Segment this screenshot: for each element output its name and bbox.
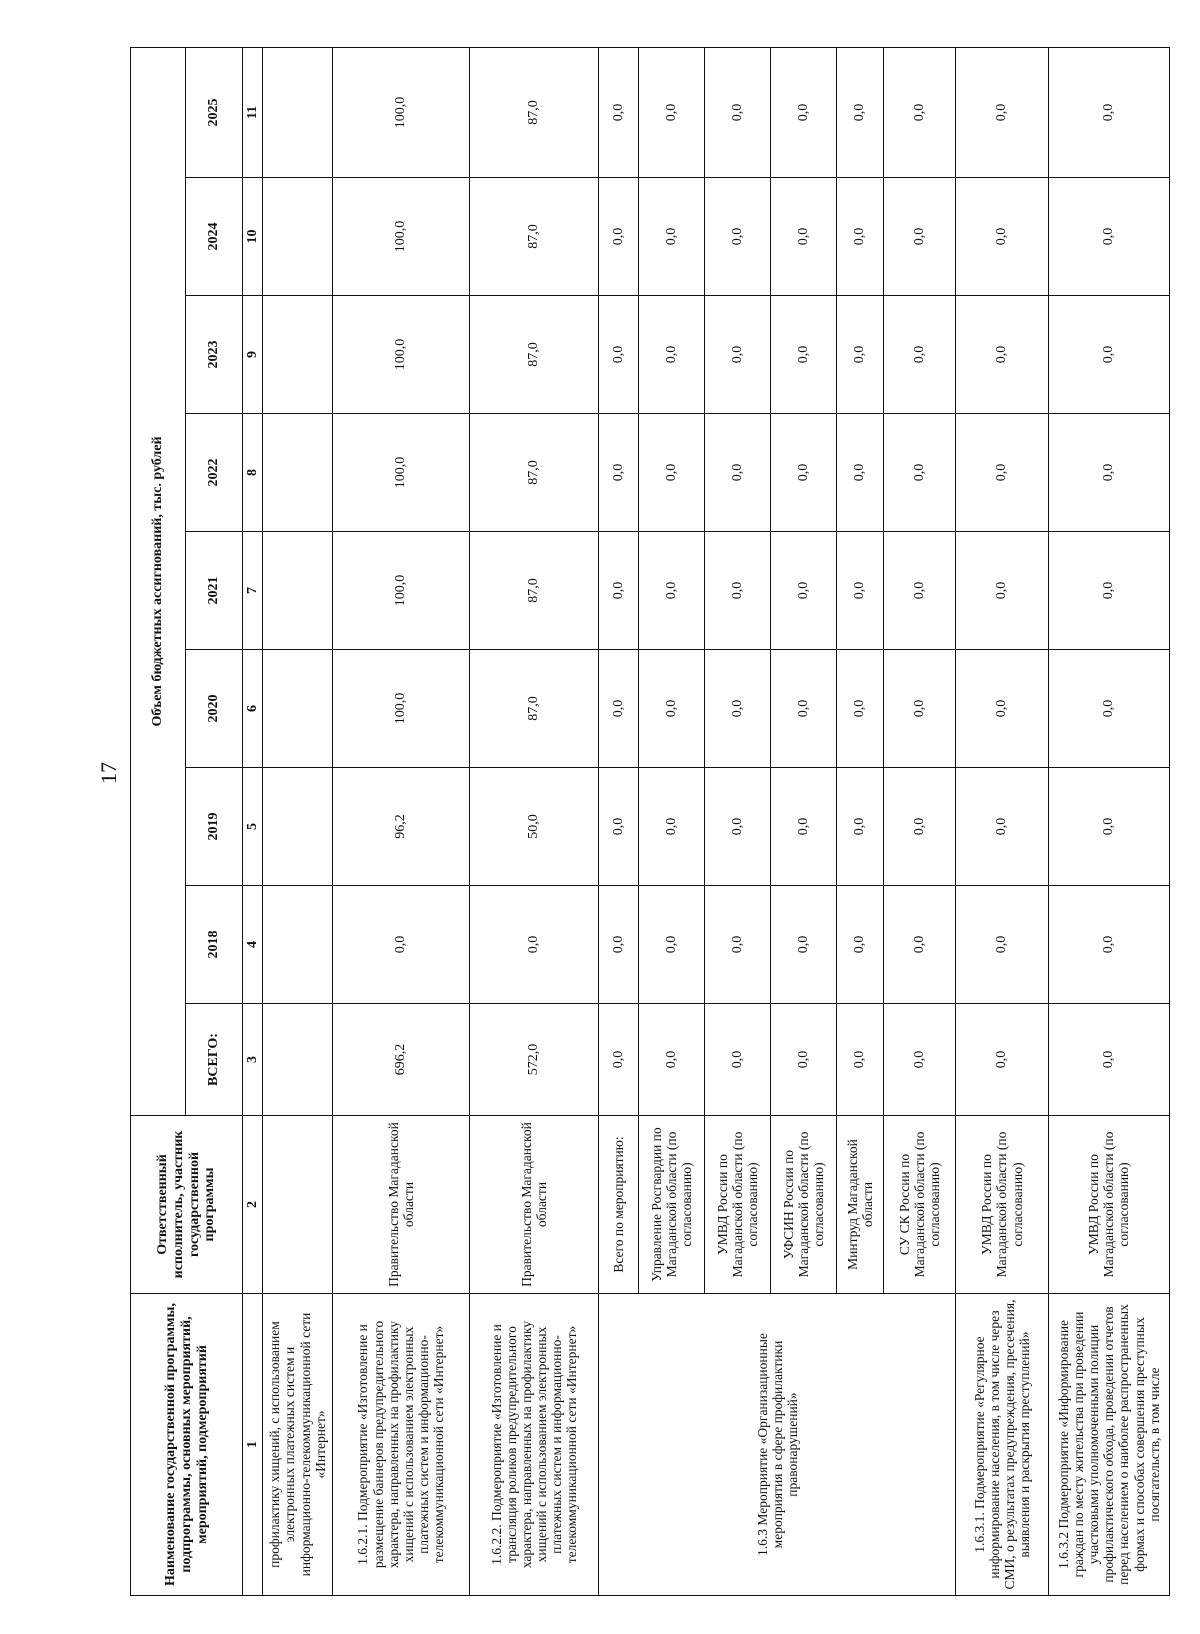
value-2023 <box>263 296 333 414</box>
value-2022: 0,0 <box>705 414 771 532</box>
row-executor <box>263 1116 333 1294</box>
header-year: 2020 <box>186 650 243 768</box>
value-2019: 50,0 <box>469 768 599 886</box>
value-2018: 0,0 <box>883 886 956 1004</box>
value-2023: 0,0 <box>1048 296 1169 414</box>
column-index: 8 <box>243 414 263 532</box>
value-2022: 0,0 <box>639 414 705 532</box>
column-index: 5 <box>243 768 263 886</box>
value-2025: 0,0 <box>837 47 883 177</box>
value-2021: 0,0 <box>1048 532 1169 650</box>
column-index: 10 <box>243 178 263 296</box>
value-2018: 0,0 <box>599 886 639 1004</box>
value-2023: 100,0 <box>333 296 470 414</box>
column-index: 7 <box>243 532 263 650</box>
value-total: 0,0 <box>883 1004 956 1116</box>
row-name: 1.6.3.2 Подмероприятие «Информирование граждан по месту жительства при проведении участковыми уполномоченными полиции профилактического обхода, проведении отчетов перед населением о наиболее распространенных формах и способах совершения преступных посягательств, в том числе <box>1048 1294 1169 1596</box>
value-2024: 100,0 <box>333 178 470 296</box>
value-2023: 0,0 <box>956 296 1049 414</box>
row-executor: Минтруд Магаданской области <box>837 1116 883 1294</box>
value-2018: 0,0 <box>705 886 771 1004</box>
value-2018: 0,0 <box>837 886 883 1004</box>
value-2019: 0,0 <box>705 768 771 886</box>
value-2022: 0,0 <box>599 414 639 532</box>
table-row <box>263 47 333 1595</box>
row-name: 1.6.3 Мероприятие «Организационные мероприятия в сфере профилактики правонарушений» <box>599 1294 956 1596</box>
value-2025 <box>263 47 333 177</box>
row-name: 1.6.2.2. Подмероприятие «Изготовление и трансляция роликов предупредительного характера, направленных на профилактику хищений с использованием электронных платежных систем и информационно-телекоммуникационной сети «Интернет» <box>469 1294 599 1596</box>
row-executor: Правительство Магаданской области <box>333 1116 470 1294</box>
value-2019: 0,0 <box>837 768 883 886</box>
value-2024: 0,0 <box>599 178 639 296</box>
row-executor: УМВД России по Магаданской области (по согласованию) <box>1048 1116 1169 1294</box>
header-total: ВСЕГО: <box>186 1004 243 1116</box>
value-2020: 0,0 <box>771 650 837 768</box>
row-name: 1.6.3.1. Подмероприятие «Регулярное информирование населения, в том числе через СМИ, о результатах предупреждения, пресечения, выявления и раскрытия преступлений» <box>956 1294 1049 1596</box>
value-2023: 0,0 <box>599 296 639 414</box>
value-2022 <box>263 414 333 532</box>
value-2020: 0,0 <box>837 650 883 768</box>
value-2021: 0,0 <box>599 532 639 650</box>
table-row <box>956 47 1049 1595</box>
value-2018: 0,0 <box>639 886 705 1004</box>
value-2024: 0,0 <box>1048 178 1169 296</box>
row-name: профилактику хищений, с использованием электронных платежных систем и информационно-телекоммуникационной сети «Интернет» <box>263 1294 333 1596</box>
value-2024: 87,0 <box>469 178 599 296</box>
header-year: 2024 <box>186 178 243 296</box>
value-2024 <box>263 178 333 296</box>
row-name: 1.6.2.1. Подмероприятие «Изготовление и размещение баннеров предупредительного характера, направленных на профилактику хищений с использованием электронных платежных систем и информационно-телекоммуникационной сети «Интернет» <box>333 1294 470 1596</box>
value-2019: 0,0 <box>771 768 837 886</box>
value-2021: 0,0 <box>837 532 883 650</box>
value-2018 <box>263 886 333 1004</box>
value-2022: 100,0 <box>333 414 470 532</box>
value-2021: 0,0 <box>883 532 956 650</box>
value-2023: 0,0 <box>639 296 705 414</box>
header-year: 2022 <box>186 414 243 532</box>
budget-table <box>130 47 1170 1596</box>
value-2024: 0,0 <box>771 178 837 296</box>
value-2019: 0,0 <box>883 768 956 886</box>
value-2024: 0,0 <box>883 178 956 296</box>
row-executor: Управление Росгвардии по Магаданской области (по согласованию) <box>639 1116 705 1294</box>
value-2018: 0,0 <box>1048 886 1169 1004</box>
value-total: 696,2 <box>333 1004 470 1116</box>
header-year: 2021 <box>186 532 243 650</box>
page-number: 17 <box>96 762 121 784</box>
row-executor: УМВД России по Магаданской области (по согласованию) <box>956 1116 1049 1294</box>
value-2021: 0,0 <box>771 532 837 650</box>
value-2021 <box>263 532 333 650</box>
value-2022: 0,0 <box>837 414 883 532</box>
value-2019: 0,0 <box>639 768 705 886</box>
value-2021: 87,0 <box>469 532 599 650</box>
value-2022: 0,0 <box>1048 414 1169 532</box>
value-total <box>263 1004 333 1116</box>
row-executor: СУ СК России по Магаданской области (по согласованию) <box>883 1116 956 1294</box>
value-2023: 0,0 <box>883 296 956 414</box>
row-executor: Всего по мероприятию: <box>599 1116 639 1294</box>
value-2023: 0,0 <box>705 296 771 414</box>
value-2020: 0,0 <box>599 650 639 768</box>
value-2019: 0,0 <box>956 768 1049 886</box>
value-2022: 0,0 <box>883 414 956 532</box>
value-2024: 0,0 <box>837 178 883 296</box>
value-2024: 0,0 <box>705 178 771 296</box>
value-2024: 0,0 <box>639 178 705 296</box>
value-2024: 0,0 <box>956 178 1049 296</box>
row-executor: УФСИН России по Магаданской области (по согласованию) <box>771 1116 837 1294</box>
value-total: 0,0 <box>771 1004 837 1116</box>
value-2023: 0,0 <box>771 296 837 414</box>
row-executor: УМВД России по Магаданской области (по согласованию) <box>705 1116 771 1294</box>
value-2025: 0,0 <box>956 47 1049 177</box>
header-year: 2019 <box>186 768 243 886</box>
column-index: 6 <box>243 650 263 768</box>
table-row <box>1048 47 1169 1595</box>
header-name: Наименование государственной программы, подпрограммы, основных мероприятий, мероприятий, подмероприятий <box>131 1294 243 1596</box>
value-2022: 87,0 <box>469 414 599 532</box>
header-year: 2023 <box>186 296 243 414</box>
value-2020: 87,0 <box>469 650 599 768</box>
column-index: 2 <box>243 1116 263 1294</box>
value-2018: 0,0 <box>771 886 837 1004</box>
value-total: 0,0 <box>599 1004 639 1116</box>
column-index-row <box>243 47 263 1595</box>
value-2025: 0,0 <box>599 47 639 177</box>
value-2025: 0,0 <box>1048 47 1169 177</box>
value-total: 0,0 <box>837 1004 883 1116</box>
value-2018: 0,0 <box>956 886 1049 1004</box>
column-index: 11 <box>243 47 263 177</box>
value-2025: 0,0 <box>639 47 705 177</box>
value-2021: 0,0 <box>956 532 1049 650</box>
value-2019: 96,2 <box>333 768 470 886</box>
value-2025: 0,0 <box>705 47 771 177</box>
value-total: 572,0 <box>469 1004 599 1116</box>
value-2020: 0,0 <box>639 650 705 768</box>
value-2020 <box>263 650 333 768</box>
value-total: 0,0 <box>1048 1004 1169 1116</box>
value-2020: 0,0 <box>705 650 771 768</box>
header-year: 2018 <box>186 886 243 1004</box>
value-2018: 0,0 <box>469 886 599 1004</box>
header-year: 2025 <box>186 47 243 177</box>
value-2020: 0,0 <box>956 650 1049 768</box>
value-2019: 0,0 <box>599 768 639 886</box>
column-index: 1 <box>243 1294 263 1596</box>
value-2022: 0,0 <box>956 414 1049 532</box>
value-total: 0,0 <box>639 1004 705 1116</box>
value-2022: 0,0 <box>771 414 837 532</box>
value-2018: 0,0 <box>333 886 470 1004</box>
column-index: 4 <box>243 886 263 1004</box>
value-2025: 87,0 <box>469 47 599 177</box>
table-row <box>333 47 470 1595</box>
header-executor: Ответственный исполнитель, участник государственной программы <box>131 1116 243 1294</box>
value-2020: 0,0 <box>883 650 956 768</box>
table-row <box>469 47 599 1595</box>
value-2019: 0,0 <box>1048 768 1169 886</box>
table-row <box>599 47 639 1595</box>
value-2020: 100,0 <box>333 650 470 768</box>
value-2023: 87,0 <box>469 296 599 414</box>
value-total: 0,0 <box>705 1004 771 1116</box>
header-row-1 <box>131 47 186 1595</box>
value-2025: 0,0 <box>883 47 956 177</box>
value-2021: 0,0 <box>639 532 705 650</box>
value-2025: 0,0 <box>771 47 837 177</box>
header-budget: Объем бюджетных ассигнований, тыс. рублей <box>131 47 186 1115</box>
value-2019 <box>263 768 333 886</box>
value-total: 0,0 <box>956 1004 1049 1116</box>
value-2020: 0,0 <box>1048 650 1169 768</box>
value-2021: 100,0 <box>333 532 470 650</box>
value-2025: 100,0 <box>333 47 470 177</box>
value-2023: 0,0 <box>837 296 883 414</box>
rotated-page-content <box>130 48 1170 1596</box>
value-2021: 0,0 <box>705 532 771 650</box>
column-index: 3 <box>243 1004 263 1116</box>
column-index: 9 <box>243 296 263 414</box>
row-executor: Правительство Магаданской области <box>469 1116 599 1294</box>
